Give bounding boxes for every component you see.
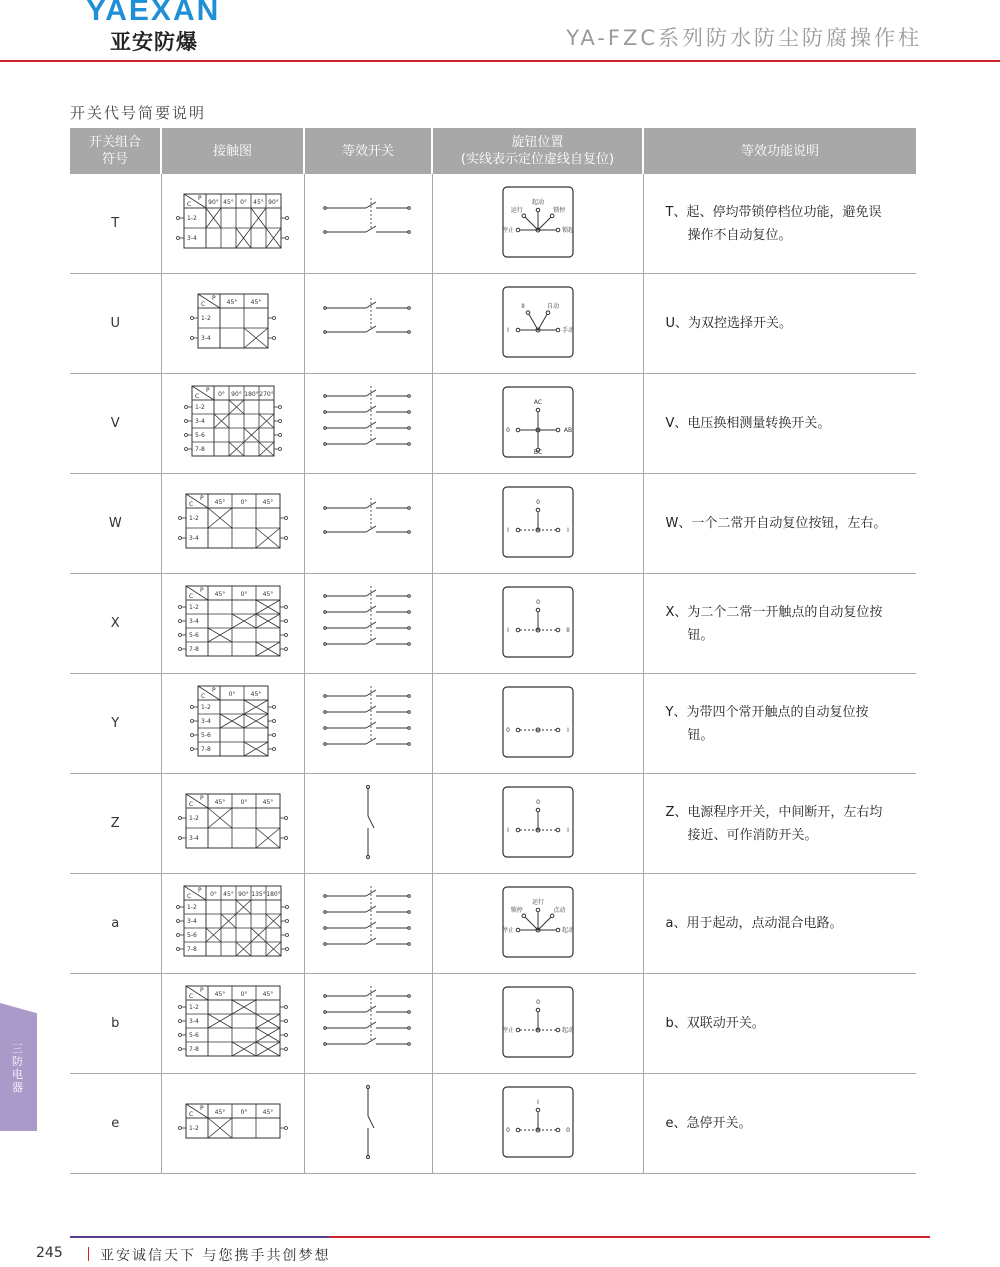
- contact-row-label: 1-2: [200, 314, 211, 322]
- knob-position-diagram: [502, 286, 574, 358]
- switch-code: e: [70, 1074, 161, 1174]
- function-cell: [643, 474, 916, 574]
- contact-diagram: [174, 792, 292, 852]
- knob-position-label: 0: [535, 498, 540, 506]
- knob-position-label: 0: [505, 426, 510, 434]
- contact-angle: 45°: [250, 690, 261, 698]
- contact-row-label: 3-4: [187, 234, 197, 242]
- equiv-cell: [304, 774, 432, 874]
- knob-position-label: 手动: [561, 326, 574, 334]
- knob-position-label: 0: [505, 1126, 510, 1134]
- contact-angle: 45°: [214, 798, 225, 806]
- svg-text:P: P: [205, 386, 210, 394]
- function-cell: [643, 574, 916, 674]
- svg-text:C: C: [188, 800, 193, 808]
- svg-text:C: C: [200, 300, 205, 308]
- equivalent-switch-diagram: [320, 782, 416, 862]
- knob-position-label: II: [520, 302, 525, 310]
- switch-code: W: [70, 474, 161, 574]
- knob-position-label: I: [566, 526, 569, 534]
- side-tab-label: 三防电器: [12, 1042, 23, 1094]
- contact-diagram: [174, 492, 292, 552]
- equiv-cell: [304, 174, 432, 274]
- contact-angle: 45°: [253, 198, 264, 206]
- table-row: [70, 774, 916, 874]
- switch-code: Y: [70, 674, 161, 774]
- svg-text:P: P: [198, 194, 202, 202]
- contact-angle: 45°: [223, 890, 234, 898]
- contact-angle: 45°: [214, 590, 225, 598]
- svg-text:P: P: [211, 294, 216, 302]
- svg-text:C: C: [188, 592, 193, 600]
- contact-angle: 270°: [258, 390, 274, 398]
- knob-position-label: I: [566, 726, 569, 734]
- knob-position-label: 0: [565, 1126, 570, 1134]
- knob-position-label: I: [536, 1098, 539, 1106]
- contact-row-label: 1-2: [188, 1003, 199, 1011]
- contact-cell: [161, 974, 304, 1074]
- knob-cell: [432, 874, 643, 974]
- contact-cell: [161, 1074, 304, 1174]
- svg-text:P: P: [199, 494, 204, 502]
- function-cell: [643, 674, 916, 774]
- contact-row-label: 5-6: [188, 631, 199, 639]
- switch-code-table: [70, 128, 916, 1174]
- svg-text:C: C: [194, 392, 199, 400]
- svg-text:C: C: [188, 500, 193, 508]
- function-description: X、为二个二常一开触点的自动复位按钮。: [665, 604, 883, 643]
- knob-cell: [432, 174, 643, 274]
- contact-cell: [161, 574, 304, 674]
- contact-angle: 0°: [240, 1108, 247, 1116]
- function-description: T、起、停均带锁停档位功能，避免误操作不自动复位。: [665, 204, 882, 243]
- contact-diagram: [186, 684, 280, 760]
- contact-row-label: 3-4: [188, 1017, 199, 1025]
- function-cell: [643, 874, 916, 974]
- svg-text:C: C: [187, 892, 192, 900]
- contact-cell: [161, 374, 304, 474]
- knob-position-label: BC: [533, 448, 542, 456]
- function-cell: [643, 274, 916, 374]
- equivalent-switch-diagram: [320, 982, 416, 1062]
- switch-code: T: [70, 174, 161, 274]
- contact-angle: 45°: [262, 590, 273, 598]
- knob-position-label: 运行: [531, 898, 544, 906]
- contact-angle: 90°: [238, 890, 249, 898]
- equivalent-switch-diagram: [320, 682, 416, 762]
- svg-text:P: P: [199, 1104, 204, 1112]
- table-row: [70, 1074, 916, 1174]
- contact-diagram: [172, 884, 293, 960]
- knob-cell: [432, 974, 643, 1074]
- equiv-cell: [304, 374, 432, 474]
- contact-angle: 135°: [251, 890, 266, 898]
- section-title: 开关代号简要说明: [70, 104, 207, 122]
- contact-angle: 45°: [214, 990, 225, 998]
- knob-position-label: I: [506, 826, 509, 834]
- knob-position-label: 0: [535, 998, 540, 1006]
- contact-angle: 180°: [266, 890, 281, 898]
- contact-angle: 0°: [228, 690, 235, 698]
- contact-angle: 90°: [208, 198, 219, 206]
- svg-text:C: C: [188, 992, 193, 1000]
- contact-diagram: [174, 584, 292, 660]
- header-function: 等效功能说明: [643, 128, 916, 174]
- knob-position-label: I: [506, 326, 509, 334]
- header-knob: 旋钮位置 (实线表示定位虚线自复位): [432, 128, 643, 174]
- knob-position-label: AB: [563, 426, 572, 434]
- contact-angle: 0°: [240, 498, 247, 506]
- contact-row-label: 5-6: [200, 731, 211, 739]
- table-row: [70, 574, 916, 674]
- function-description: Y、为带四个常开触点的自动复位按钮。: [665, 704, 869, 743]
- contact-diagram: [180, 384, 286, 460]
- knob-position-label: 停止: [501, 926, 514, 934]
- function-description: b、双联动开关。: [665, 1016, 765, 1031]
- svg-text:P: P: [199, 986, 204, 994]
- equiv-cell: [304, 974, 432, 1074]
- switch-code: Z: [70, 774, 161, 874]
- svg-text:P: P: [198, 886, 202, 894]
- header-contact: 接触图: [161, 128, 304, 174]
- knob-position-label: 自动: [546, 302, 559, 310]
- header-divider: [0, 60, 1000, 62]
- contact-angle: 45°: [223, 198, 234, 206]
- contact-angle: 45°: [226, 298, 237, 306]
- switch-code: b: [70, 974, 161, 1074]
- equiv-cell: [304, 674, 432, 774]
- contact-row-label: 1-2: [188, 1124, 199, 1132]
- contact-row-label: 3-4: [188, 617, 199, 625]
- contact-cell: [161, 174, 304, 274]
- equiv-cell: [304, 1074, 432, 1174]
- equiv-cell: [304, 874, 432, 974]
- contact-angle: 45°: [262, 798, 273, 806]
- contact-angle: 0°: [240, 198, 247, 206]
- knob-position-diagram: [502, 886, 574, 958]
- contact-cell: [161, 274, 304, 374]
- contact-row-label: 5-6: [194, 431, 205, 439]
- knob-position-label: 起动: [561, 926, 574, 934]
- knob-position-diagram: [502, 186, 574, 258]
- contact-cell: [161, 474, 304, 574]
- function-cell: [643, 774, 916, 874]
- function-cell: [643, 174, 916, 274]
- contact-angle: 90°: [230, 390, 242, 398]
- contact-cell: [161, 774, 304, 874]
- knob-cell: [432, 474, 643, 574]
- contact-row-label: 1-2: [194, 403, 205, 411]
- knob-cell: [432, 274, 643, 374]
- contact-row-label: 7-8: [187, 945, 197, 953]
- contact-row-label: 7-8: [188, 1045, 199, 1053]
- knob-cell: [432, 574, 643, 674]
- knob-position-label: 0: [535, 598, 540, 606]
- knob-position-label: 运行: [510, 206, 523, 214]
- contact-row-label: 3-4: [187, 917, 197, 925]
- svg-text:C: C: [200, 692, 205, 700]
- contact-row-label: 3-4: [188, 834, 199, 842]
- footer-separator: [88, 1247, 89, 1261]
- knob-cell: [432, 1074, 643, 1174]
- contact-angle: 45°: [214, 498, 225, 506]
- contact-row-label: 3-4: [188, 534, 199, 542]
- function-description: W、一个二常开自动复位按钮，左右。: [665, 516, 887, 531]
- footer-divider: [70, 1236, 930, 1238]
- contact-angle: 45°: [214, 1108, 225, 1116]
- contact-row-label: 5-6: [187, 931, 197, 939]
- switch-code: U: [70, 274, 161, 374]
- knob-position-diagram: [502, 1086, 574, 1158]
- header-equiv: 等效开关: [304, 128, 432, 174]
- equivalent-switch-diagram: [320, 582, 416, 662]
- contact-angle: 180°: [243, 390, 259, 398]
- svg-text:C: C: [187, 200, 192, 208]
- function-description: V、电压换相测量转换开关。: [665, 416, 831, 431]
- equiv-cell: [304, 274, 432, 374]
- contact-diagram: [186, 292, 280, 352]
- knob-position-label: 0: [505, 726, 510, 734]
- function-description: U、为双控选择开关。: [665, 316, 793, 331]
- svg-text:P: P: [199, 586, 204, 594]
- knob-position-label: 起动: [561, 1026, 574, 1034]
- equiv-cell: [304, 574, 432, 674]
- svg-text:P: P: [211, 686, 216, 694]
- knob-cell: [432, 374, 643, 474]
- switch-code: a: [70, 874, 161, 974]
- table-row: [70, 874, 916, 974]
- knob-position-label: 停止: [501, 226, 514, 234]
- svg-text:C: C: [188, 1110, 193, 1118]
- contact-row-label: 7-8: [200, 745, 211, 753]
- knob-position-label: 0: [535, 798, 540, 806]
- knob-position-diagram: [502, 986, 574, 1058]
- page-number: 245: [36, 1245, 63, 1261]
- contact-row-label: 1-2: [187, 214, 197, 222]
- knob-cell: [432, 774, 643, 874]
- function-description: Z、电源程序开关，中间断开，左右均接近、可作消防开关。: [665, 804, 883, 843]
- contact-angle: 0°: [240, 590, 247, 598]
- contact-angle: 0°: [240, 990, 247, 998]
- function-cell: [643, 974, 916, 1074]
- function-description: e、急停开关。: [665, 1116, 752, 1131]
- equivalent-switch-diagram: [320, 1082, 416, 1162]
- svg-text:P: P: [199, 794, 204, 802]
- knob-position-label: I: [506, 626, 509, 634]
- knob-position-diagram: [502, 386, 574, 458]
- equivalent-switch-diagram: [320, 482, 416, 562]
- contact-diagram: [172, 192, 293, 252]
- knob-position-label: 锁起: [561, 226, 574, 234]
- knob-position-label: I: [506, 526, 509, 534]
- knob-position-label: 锁停: [552, 206, 565, 214]
- contact-row-label: 3-4: [194, 417, 205, 425]
- contact-row-label: 1-2: [187, 903, 197, 911]
- table-header-row: [70, 128, 916, 174]
- contact-row-label: 5-6: [188, 1031, 199, 1039]
- equivalent-switch-diagram: [320, 182, 416, 262]
- contact-angle: 0°: [210, 890, 217, 898]
- knob-position-label: 点动: [552, 906, 565, 914]
- contact-cell: [161, 674, 304, 774]
- contact-diagram: [174, 984, 292, 1060]
- knob-position-label: 停止: [501, 1026, 514, 1034]
- knob-cell: [432, 674, 643, 774]
- knob-position-diagram: [502, 686, 574, 758]
- equivalent-switch-diagram: [320, 882, 416, 962]
- knob-position-label: I: [566, 826, 569, 834]
- equivalent-switch-diagram: [320, 282, 416, 362]
- contact-row-label: 7-8: [188, 645, 199, 653]
- contact-angle: 45°: [262, 990, 273, 998]
- function-description: a、用于起动，点动混合电路。: [665, 916, 843, 931]
- contact-row-label: 3-4: [200, 334, 211, 342]
- function-cell: [643, 1074, 916, 1174]
- switch-code: X: [70, 574, 161, 674]
- logo-cn: 亚安防爆: [110, 30, 198, 54]
- header-code: 开关组合 符号: [70, 128, 161, 174]
- table-row: [70, 174, 916, 274]
- knob-position-label: AC: [533, 398, 542, 406]
- contact-angle: 45°: [262, 1108, 273, 1116]
- equivalent-switch-diagram: [320, 382, 416, 462]
- contact-cell: [161, 874, 304, 974]
- table-row: [70, 274, 916, 374]
- knob-position-label: II: [565, 626, 570, 634]
- footer-slogan: 亚安诚信天下 与您携手共创梦想: [100, 1248, 331, 1264]
- table-row: [70, 974, 916, 1074]
- contact-row-label: 1-2: [188, 603, 199, 611]
- table-row: [70, 474, 916, 574]
- knob-position-diagram: [502, 486, 574, 558]
- contact-row-label: 1-2: [200, 703, 211, 711]
- table-row: [70, 674, 916, 774]
- knob-position-label: 起动: [531, 198, 544, 206]
- contact-diagram: [174, 1102, 292, 1142]
- contact-angle: 0°: [240, 798, 247, 806]
- contact-row-label: 1-2: [188, 814, 199, 822]
- knob-position-label: 锁停: [510, 906, 523, 914]
- table-row: [70, 374, 916, 474]
- equiv-cell: [304, 474, 432, 574]
- contact-row-label: 7-8: [194, 445, 205, 453]
- switch-code: V: [70, 374, 161, 474]
- contact-angle: 90°: [268, 198, 279, 206]
- contact-row-label: 3-4: [200, 717, 211, 725]
- contact-angle: 45°: [250, 298, 261, 306]
- logo-en: YAEXAN: [86, 0, 221, 27]
- contact-row-label: 1-2: [188, 514, 199, 522]
- document-title: YA-FZC系列防水防尘防腐操作柱: [566, 26, 922, 50]
- knob-position-diagram: [502, 786, 574, 858]
- contact-angle: 45°: [262, 498, 273, 506]
- function-cell: [643, 374, 916, 474]
- contact-angle: 0°: [217, 390, 225, 398]
- knob-position-diagram: [502, 586, 574, 658]
